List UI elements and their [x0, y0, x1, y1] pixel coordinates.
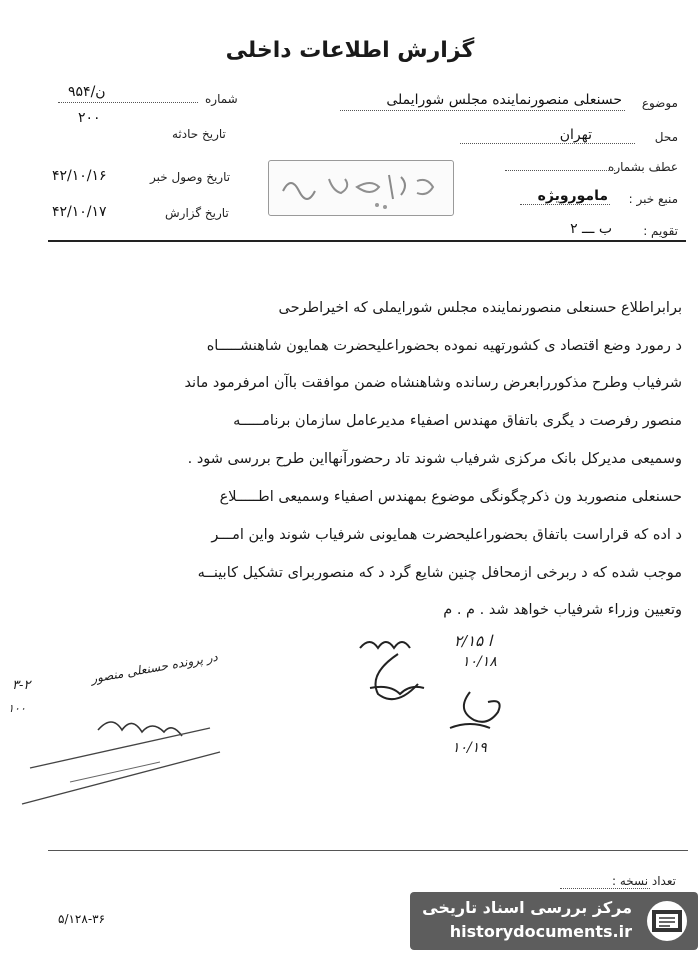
handwritten-initials: ا ۲/۱۵ — [454, 632, 493, 650]
reference-label: عطف بشماره — [608, 160, 678, 174]
body-line: وسمیعی مدیرکل بانک مرکزی شرفیاب شوند تاد رحضورآنهااین طرح بررسی شود . — [187, 451, 682, 467]
source-dotted-line — [520, 204, 610, 205]
place-dotted-line — [460, 143, 635, 144]
copies-label: تعداد نسخه : — [611, 874, 676, 888]
handwritten-signature-2-icon — [440, 684, 520, 744]
body-line: برابراطلاع حسنعلی منصورنماینده مجلس شورایملی که اخیراطرحی — [278, 300, 682, 316]
stamp-scribble-icon — [269, 161, 455, 217]
source-label: منبع خبر : — [628, 192, 678, 206]
reference-dotted-line — [505, 170, 615, 171]
incident-date-label: تاریخ حادثه — [172, 127, 226, 141]
report-date-value: ۴۲/۱۰/۱۷ — [52, 204, 107, 220]
body-line: موجب شده که د ربرخی ازمحافل چنین شایع گرد د که منصوربرای تشکیل کابینــه — [197, 565, 682, 581]
document-code: ۵/۱۲۸-۳۶ — [58, 912, 106, 926]
report-title: گزارش اطلاعات داخلی — [225, 38, 475, 63]
body-line: حسنعلی منصوربد ون ذکرچگونگی موضوع بمهندس اصفیاء وسمیعی اطـــــلاع — [219, 489, 682, 505]
body-line: شرفیاب وطرح مذکوررابعرض رسانده وشاهنشاه ضمن موافقت باآن امرفرمود ماند — [184, 375, 682, 391]
stamp-box — [268, 160, 454, 216]
number-dotted-line — [58, 102, 198, 103]
branding-watermark — [410, 892, 698, 950]
branding-url: historydocuments.ir — [449, 922, 632, 941]
copies-dotted-line — [560, 888, 650, 889]
body-line: وتعیین وزراء شرفیاب خواهد شد . م . م — [443, 602, 682, 618]
received-date-label: تاریخ وصول خبر — [150, 170, 231, 184]
place-value: تهران — [559, 127, 592, 143]
source-value: مامورویژه — [537, 188, 608, 204]
report-date-label: تاریخ گزارش — [165, 206, 229, 220]
number-label: شماره — [205, 92, 238, 106]
evaluation-label: تقویم : — [643, 224, 678, 238]
body-line: منصور رفرصت د یگری باتفاق مهندس اصفیاء مدیرعامل سازمان برنامـــــه — [233, 413, 682, 429]
subject-label: موضوع — [641, 96, 678, 110]
number-value: ن/۹۵۴ — [68, 84, 106, 100]
margin-pen-strokes-icon — [10, 722, 230, 812]
received-date-value: ۴۲/۱۰/۱۶ — [52, 168, 107, 184]
footer-divider — [48, 850, 688, 851]
handwritten-margin-code: ۳-۲ — [12, 678, 31, 693]
handwritten-date-2: ۱۰/۱۹ — [452, 740, 487, 756]
evaluation-value: ب ـــ ۲ — [570, 221, 612, 237]
subject-value: حسنعلی منصورنماینده مجلس شورایملی — [386, 92, 622, 108]
body-line: د رمورد وضع اقتصاد ی کشورتهیه نموده بحضوراعلیحضرت همایون شاهنشـــــاه — [206, 338, 682, 354]
subject-dotted-line — [340, 110, 625, 111]
handwritten-margin-note: در پرونده حسنعلی منصور — [90, 649, 219, 686]
handwritten-date-1: ۱۰/۱۸ — [462, 654, 497, 670]
number-sub: ۲۰۰ — [78, 110, 101, 126]
branding-name: مرکز بررسی اسناد تاریخی — [422, 898, 632, 917]
handwritten-margin-num: ۱۰۰ — [8, 702, 26, 715]
header-divider — [48, 240, 686, 242]
place-label: محل — [654, 130, 678, 144]
body-line: د اده که قراراست باتفاق بحضوراعلیحضرت همایونی شرفیاب شوند واین امـــر — [211, 527, 682, 543]
logo-icon — [642, 898, 692, 944]
handwritten-signature-icon — [340, 628, 450, 718]
